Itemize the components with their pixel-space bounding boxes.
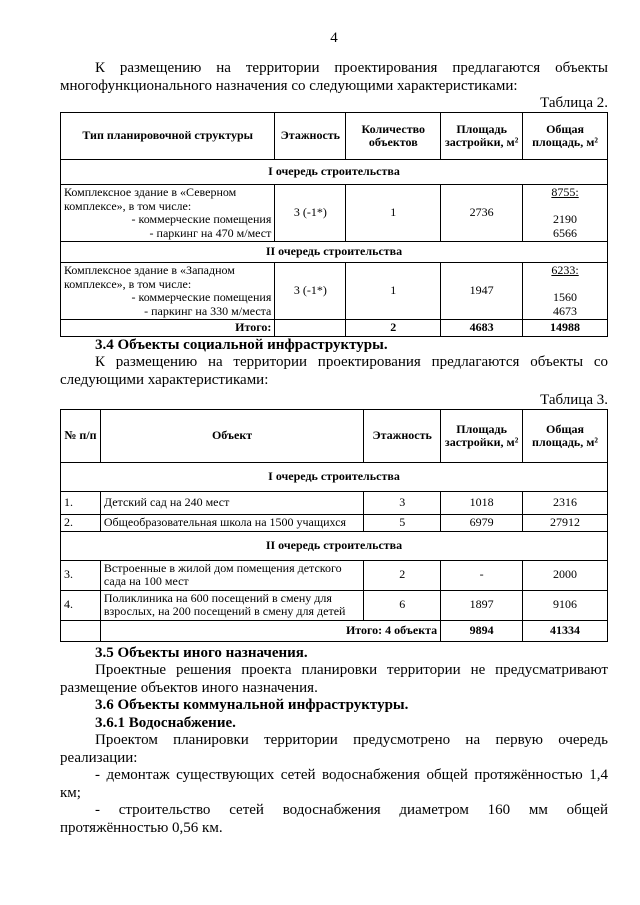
object-name-cell <box>61 185 275 242</box>
text-3-6-1: Проектом планировки территории предусмотрено на первую очередь реализации: <box>60 732 608 766</box>
floors-cell: 3 (-1*) <box>275 185 346 242</box>
section-heading-3-6-1: 3.6.1 Водоснабжение. <box>95 714 236 731</box>
total-label: Итого: <box>61 320 275 337</box>
total-area-cell: 9106 <box>523 590 608 620</box>
object-name-line: Комплексное здание в «Северном <box>64 185 237 199</box>
table-row <box>61 560 608 590</box>
object-name-line: - коммерческие помещения <box>131 212 272 226</box>
total-area-cell: 2316 <box>523 492 608 515</box>
header-cell: Тип планировочной структуры <box>61 113 275 160</box>
floors-cell: 5 <box>364 515 441 532</box>
object-name-line: - паркинг на 330 м/места <box>144 303 272 318</box>
header-cell: Площадь застройки, м² <box>441 410 523 463</box>
floors-cell: 6 <box>364 590 441 620</box>
object-name: Встроенные в жилой дом помещения детского сада на 100 мест <box>100 560 363 590</box>
object-name: Детский сад на 240 мест <box>100 492 363 515</box>
total-row <box>61 320 608 337</box>
header-cell: Площадь застройки, м² <box>441 113 523 160</box>
total-area-cell: 27912 <box>523 515 608 532</box>
floors-cell: 2 <box>364 560 441 590</box>
total-total-area: 41334 <box>523 620 608 641</box>
object-name: Общеобразовательная школа на 1500 учащихся <box>100 515 363 532</box>
header-cell: Количество объектов <box>346 113 441 160</box>
bullet-dismantling: - демонтаж существующих сетей водоснабжения общей протяжённостью 1,4 км; <box>60 767 608 801</box>
total-built-area: 9894 <box>441 620 523 641</box>
built-area-cell: 1947 <box>441 263 523 320</box>
header-cell: Объект <box>100 410 363 463</box>
stage-label: I очередь строительства <box>61 160 608 185</box>
header-cell: Этажность <box>364 410 441 463</box>
row-number: 3. <box>61 560 101 590</box>
section-heading-3-6: 3.6 Объекты коммунальной инфраструктуры. <box>95 697 409 713</box>
table-row <box>61 590 608 620</box>
bullet-construction: - строительство сетей водоснабжения диаметром 160 мм общей протяжённостью 0,56 км. <box>60 802 608 836</box>
table-social <box>60 409 608 642</box>
built-area-cell: 6979 <box>441 515 523 532</box>
section-heading-3-4: 3.4 Объекты социальной инфраструктуры. <box>95 336 388 353</box>
total-area-value: 8755: <box>551 185 579 199</box>
header-cell: Общая площадь, м² <box>523 410 608 463</box>
stage-label: II очередь строительства <box>61 531 608 560</box>
row-number: 2. <box>61 515 101 532</box>
total-count: 2 <box>346 320 441 337</box>
text-3-5: Проектные решения проекта планировки территории не предусматривают размещение объектов иного назначения. <box>60 662 608 696</box>
object-name-line: комплексе», в том числе: <box>64 198 192 213</box>
section-heading-3-5: 3.5 Объекты иного назначения. <box>95 644 308 661</box>
object-name-line: комплексе», в том числе: <box>64 276 192 291</box>
total-area-value: 2190 <box>553 212 578 226</box>
table2-caption: Таблица 2. <box>540 95 608 111</box>
total-area-value: 4673 <box>553 303 578 318</box>
built-area-cell: 1897 <box>441 590 523 620</box>
stage-row <box>61 531 608 560</box>
total-area-cell <box>523 185 608 242</box>
stage-row <box>61 463 608 492</box>
row-number: 4. <box>61 590 101 620</box>
total-area-value: 1560 <box>553 290 578 304</box>
object-name-line: Комплексное здание в «Западном <box>64 263 235 277</box>
stage-label: II очередь строительства <box>61 242 608 263</box>
object-name-cell <box>61 263 275 320</box>
table3-caption: Таблица 3. <box>540 392 608 408</box>
floors-cell: 3 (-1*) <box>275 263 346 320</box>
header-cell: № п/п <box>61 410 101 463</box>
total-area-value: 6566 <box>553 225 578 240</box>
total-area-cell <box>523 263 608 320</box>
table-header-row <box>61 410 608 463</box>
intro-multifunctional: К размещению на территории проектирования предлагаются объекты многофункционального назначения со следующими характеристиками: <box>60 60 608 94</box>
object-name-line: - коммерческие помещения <box>131 290 272 304</box>
built-area-cell: 2736 <box>441 185 523 242</box>
total-area-value: 6233: <box>551 263 579 277</box>
floors-cell: 3 <box>364 492 441 515</box>
count-cell: 1 <box>346 263 441 320</box>
built-area-cell: 1018 <box>441 492 523 515</box>
table-header-row <box>61 113 608 160</box>
stage-row <box>61 160 608 185</box>
stage-row <box>61 242 608 263</box>
count-cell: 1 <box>346 185 441 242</box>
total-total-area: 14988 <box>523 320 608 337</box>
total-area-cell: 2000 <box>523 560 608 590</box>
header-cell: Общая площадь, м² <box>523 113 608 160</box>
row-number: 1. <box>61 492 101 515</box>
object-name-line: - паркинг на 470 м/мест <box>149 225 272 240</box>
table-row <box>61 492 608 515</box>
total-label: Итого: 4 объекта <box>100 620 440 641</box>
intro-social: К размещению на территории проектирования предлагаются объекты со следующими характеристиками: <box>60 354 608 388</box>
table-row <box>61 263 608 320</box>
table-row <box>61 185 608 242</box>
total-row <box>61 620 608 641</box>
table-multifunctional <box>60 112 608 337</box>
object-name: Поликлиника на 600 посещений в смену для взрослых, на 200 посещений в смену для детей <box>100 590 363 620</box>
total-built-area: 4683 <box>441 320 523 337</box>
built-area-cell: - <box>441 560 523 590</box>
table-row <box>61 515 608 532</box>
page-number: 4 <box>330 30 338 46</box>
header-cell: Этажность <box>275 113 346 160</box>
stage-label: I очередь строительства <box>61 463 608 492</box>
